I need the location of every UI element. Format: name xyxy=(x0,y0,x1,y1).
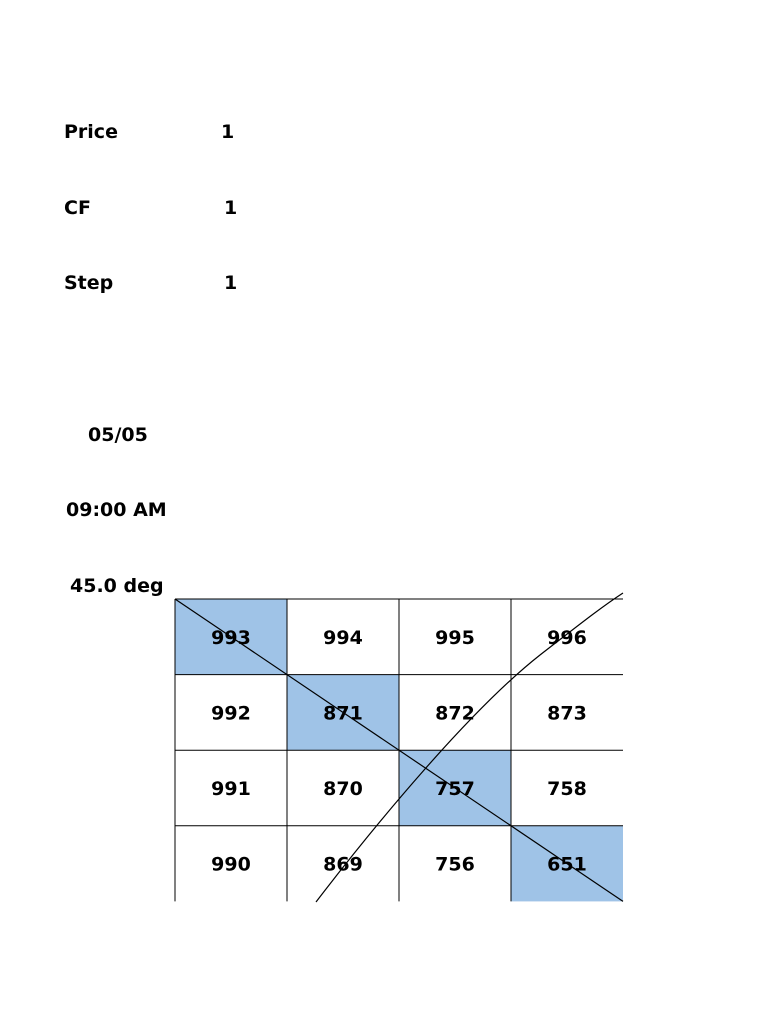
date-text: 05/05 xyxy=(88,424,148,446)
cf-label: CF xyxy=(64,197,91,219)
step-value: 1 xyxy=(224,272,238,294)
cell-value: 870 xyxy=(323,778,363,800)
cell-value: 757 xyxy=(435,778,475,800)
cell-value: 995 xyxy=(435,626,475,649)
cell-value: 869 xyxy=(323,853,363,876)
cell-value: 994 xyxy=(323,626,363,649)
cell-value: 992 xyxy=(211,702,251,725)
cell-value: 651 xyxy=(547,853,587,876)
angle-text: 45.0 deg xyxy=(70,575,164,597)
time-text: 09:00 AM xyxy=(66,499,167,521)
cell-value: 990 xyxy=(211,853,251,876)
cell-value: 872 xyxy=(435,702,475,725)
cell-value: 871 xyxy=(323,702,363,725)
cell-value: 873 xyxy=(547,702,587,725)
cell-value: 756 xyxy=(435,853,475,876)
cf-value: 1 xyxy=(224,197,238,219)
price-value: 1 xyxy=(221,121,235,143)
cell-value: 758 xyxy=(547,778,587,800)
cell-value: 993 xyxy=(211,626,251,649)
cell-value: 991 xyxy=(211,778,251,800)
cell-value: 996 xyxy=(547,626,587,649)
price-label: Price xyxy=(64,121,118,143)
step-label: Step xyxy=(64,272,114,294)
